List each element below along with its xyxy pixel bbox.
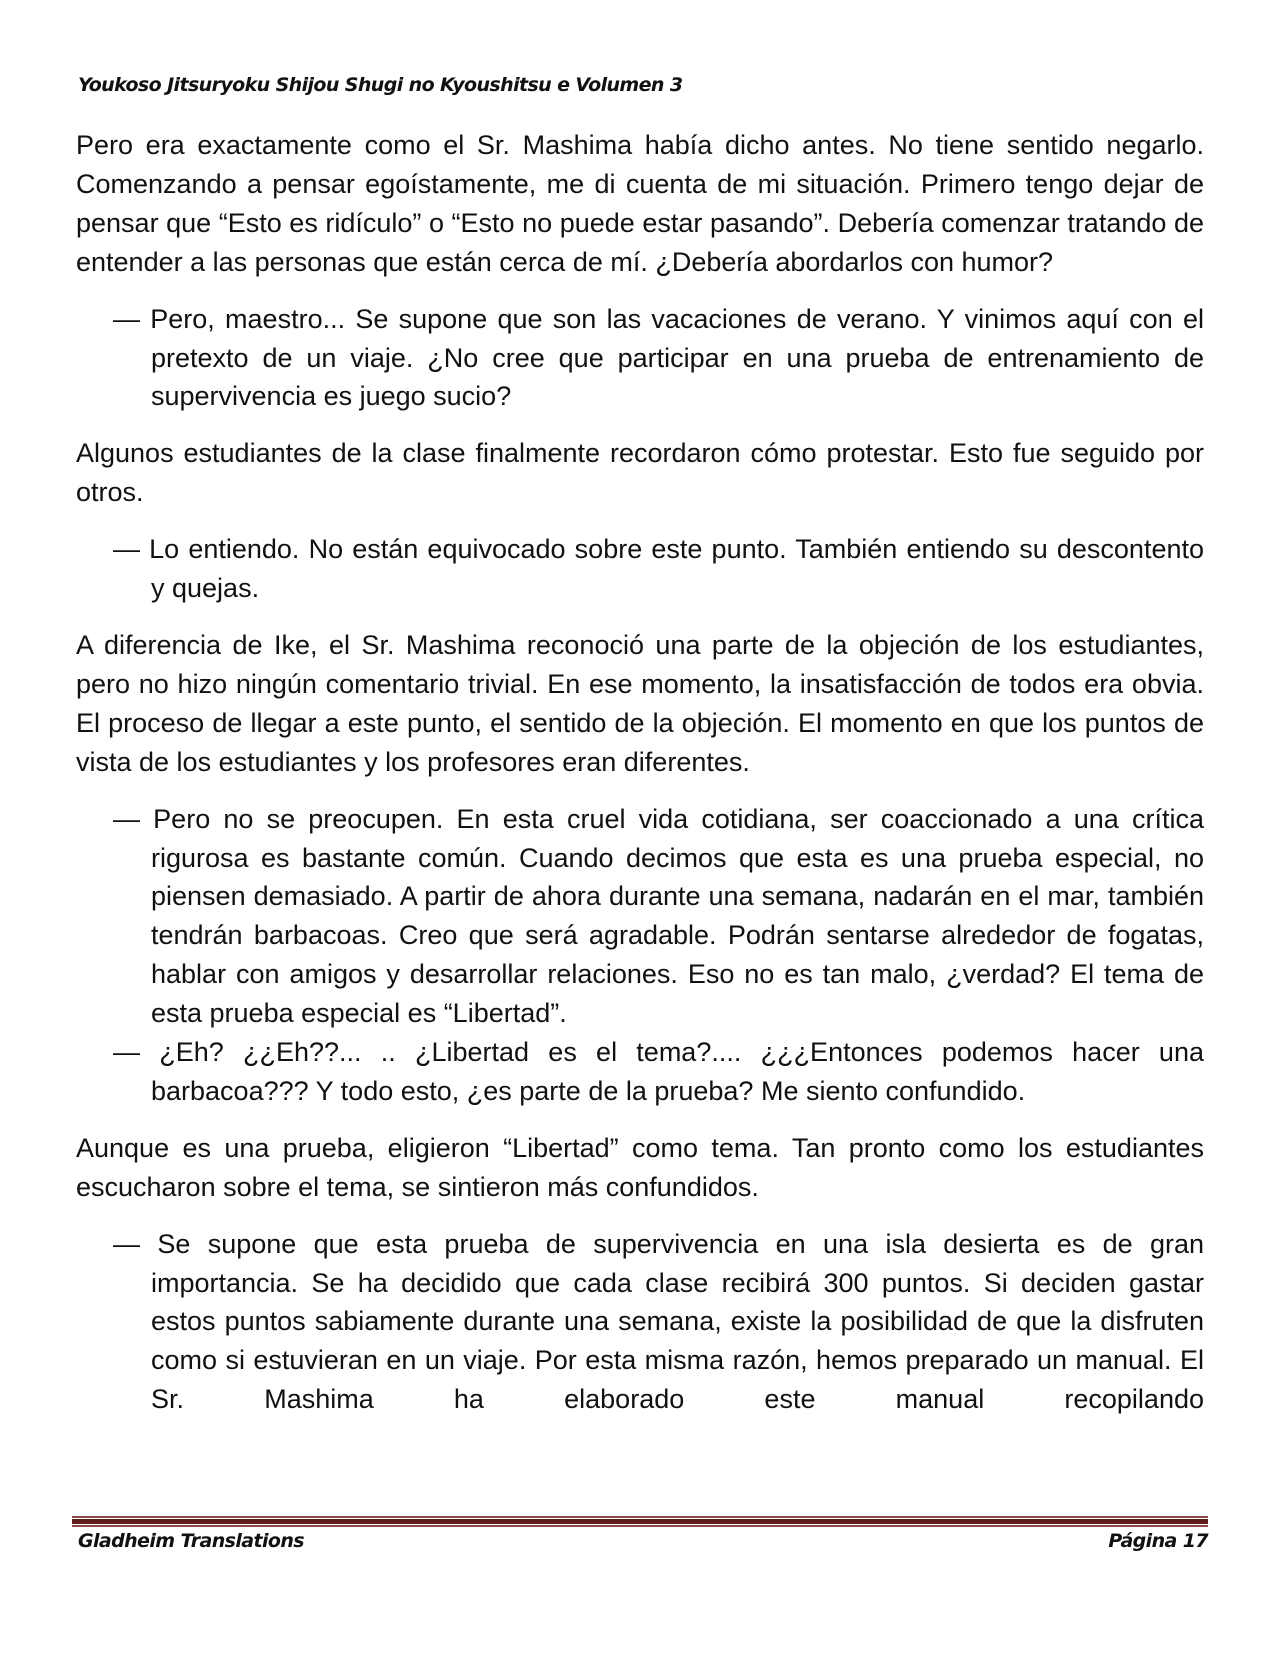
page-body	[76, 126, 1204, 1514]
running-header: Youkoso Jitsuryoku Shijou Shugi no Kyoushitsu e Volumen 3	[78, 74, 683, 96]
paragraph: A diferencia de Ike, el Sr. Mashima reconoció una parte de la objeción de los estudiantes, pero no hizo ningún comentario trivial. En ese momento, la insatisfacción de todos era obvia. El proceso de llegar a este punto, el sentido de la objeción. El momento en que los puntos de vista de los estudiantes y los profesores eran diferentes.	[76, 629, 1204, 777]
dialogue-line: — ¿Eh? ¿¿Eh??... .. ¿Libertad es el tema?.... ¿¿¿Entonces podemos hacer una barbacoa??? Y todo esto, ¿es parte de la prueba? Me siento confundido.	[113, 1037, 1204, 1106]
dialogue-line: — Pero no se preocupen. En esta cruel vida cotidiana, ser coaccionado a una crítica rigurosa es bastante común. Cuando decimos que esta es una prueba especial, no piensen demasiado. A partir de ahora durante una semana, nadarán en el mar, también tendrán barbacoas. Creo que será agradable. Podrán sentarse alrededor de fogatas, hablar con amigos y desarrollar relaciones. Eso no es tan malo, ¿verdad? El tema de esta prueba especial es “Libertad”.	[113, 803, 1204, 1029]
footer-credit: Gladheim Translations	[78, 1530, 304, 1552]
dialogue-line: — Se supone que esta prueba de supervivencia en una isla desierta es de gran importancia. Se ha decidido que cada clase recibirá 300 puntos. Si deciden gastar estos puntos sabiamente durante una semana, existe la posibilidad de que la disfruten como si estuvieran en un viaje. Por esta misma razón, hemos preparado un manual. El Sr. Mashima ha elaborado este manual recopilando	[113, 1228, 1204, 1415]
dialogue-line: — Lo entiendo. No están equivocado sobre este punto. También entiendo su descontento y quejas.	[113, 534, 1204, 604]
paragraph: Aunque es una prueba, eligieron “Libertad” como tema. Tan pronto como los estudiantes escucharon sobre el tema, se sintieron más confundidos.	[76, 1132, 1204, 1202]
page-number: Página 17	[1108, 1530, 1208, 1552]
paragraph: Algunos estudiantes de la clase finalmente recordaron cómo protestar. Esto fue seguido por otros.	[76, 438, 1204, 508]
footer-rule	[72, 1516, 1208, 1527]
paragraph: Pero era exactamente como el Sr. Mashima había dicho antes. No tiene sentido negarlo. Comenzando a pensar egoístamente, me di cuenta de mi situación. Primero tengo dejar de pensar que “Esto es ridículo” o “Esto no puede estar pasando”. Debería comenzar tratando de entender a las personas que están cerca de mí. ¿Debería abordarlos con humor?	[76, 130, 1204, 277]
dialogue-line: — Pero, maestro... Se supone que son las vacaciones de verano. Y vinimos aquí con el pretexto de un viaje. ¿No cree que participar en una prueba de entrenamiento de supervivencia es juego sucio?	[113, 303, 1204, 412]
